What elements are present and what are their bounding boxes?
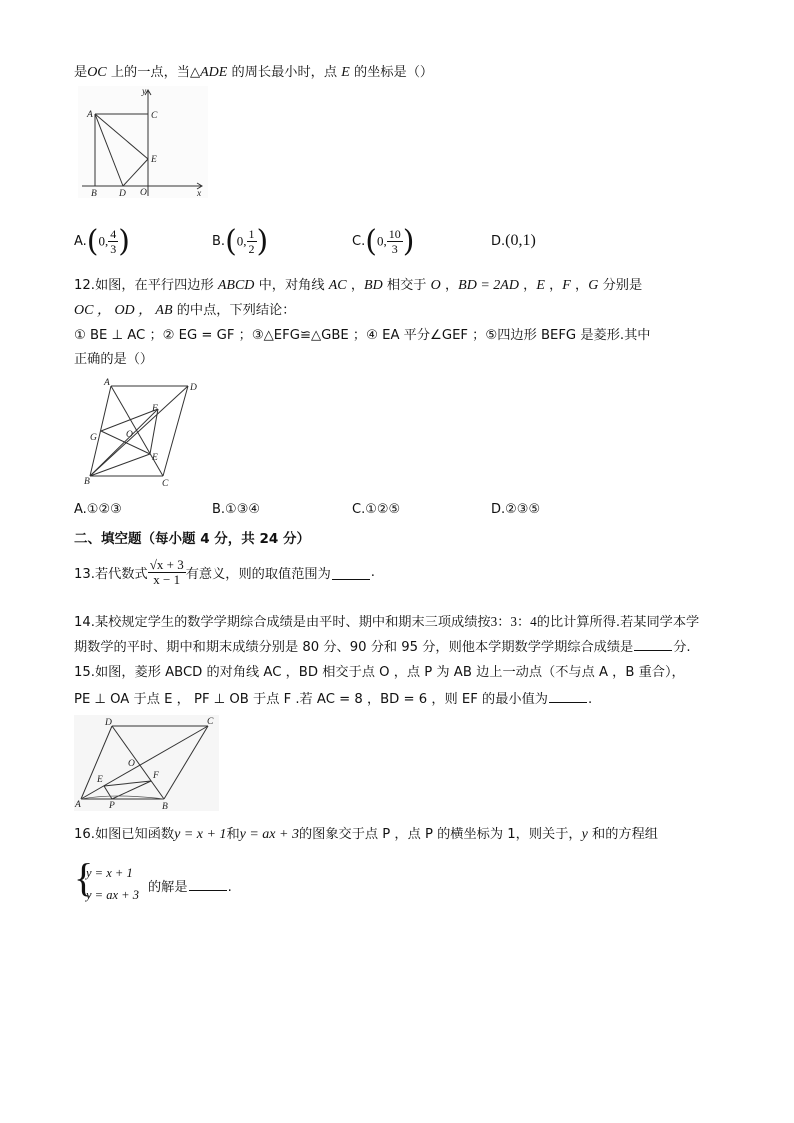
q16-sys-eq1: y = x + 1 <box>86 866 133 880</box>
q15-label-F: F <box>153 771 159 781</box>
q15-label-O: O <box>128 759 135 769</box>
q11-label-y: y <box>142 87 147 97</box>
q11-label-B: B <box>91 189 97 198</box>
q12-label-C: C <box>162 479 169 489</box>
q11-option-c[interactable]: C.(0, $\frac{10}{3}$ ) <box>352 224 415 259</box>
q11-coordinate-figure <box>78 86 208 198</box>
q16-line-1: 16.如图已知函数y = x + 1和y = ax + 3的图象交于点 P ，点 P 的横坐标为 1，则关于，y 和的方程组 <box>74 827 658 842</box>
q12-label-D: D <box>190 383 197 393</box>
q15-answer-blank[interactable] <box>549 689 587 703</box>
q12-label-G: G <box>90 433 97 443</box>
q15-line-2: PE ⊥ OA 于点 E ， PF ⊥ OB 于点 F .若 AC = 8 ，BD = 6 ，则 EF 的最小值为 . <box>74 689 592 709</box>
q15-label-E: E <box>97 775 103 785</box>
q12-option-a[interactable]: A.①②③ <box>74 502 122 517</box>
q12-label-A: A <box>104 378 110 388</box>
q12-parallelogram-figure <box>84 376 206 490</box>
q11-option-d[interactable]: D.(0,1) <box>491 232 536 249</box>
q13-answer-blank[interactable] <box>332 566 370 580</box>
q15-label-B: B <box>162 802 168 811</box>
q15-label-P: P <box>109 801 115 811</box>
q12-line-1: 12.如图，在平行四边形 ABCD 中，对角线 AC ，BD 相交于 O ，BD = 2AD ，E ，F ，G 分别是 <box>74 278 643 293</box>
q15-line-1: 15.如图，菱形 ABCD 的对角线 AC ，BD 相交于点 O ，点 P 为 AB 边上一动点（不与点 A ，B 重合）， <box>74 665 685 680</box>
q13-line: 13.若代数式 $\frac{√x + 3}{x - 1}$ 有意义，则的取值范围为 . <box>74 557 375 587</box>
q11-option-b[interactable]: B.(0, $\frac{1}{2}$ ) <box>212 224 269 259</box>
q12-label-F: F <box>152 404 158 414</box>
q12-option-b[interactable]: B.①③④ <box>212 502 261 517</box>
q12-option-d[interactable]: D.②③⑤ <box>491 502 541 517</box>
q15-label-D: D <box>105 718 112 728</box>
q11-label-A: A <box>87 110 93 120</box>
q12-line-2: OC ， OD ， AB 的中点，下列结论： <box>74 303 296 318</box>
q14-line-1: 14.某校规定学生的数学学期综合成绩是由平时、期中和期末三项成绩按3：3：4的比计算所得.若某同学本学 <box>74 614 700 630</box>
q16-sys-eq2: y = ax + 3 <box>86 888 139 902</box>
q14-line-2: 期数学的平时、期中和期末成绩分别是 80 分、90 分和 95 分，则他本学期数学学期综合成绩是 分. <box>74 637 691 657</box>
q15-label-C: C <box>207 717 214 727</box>
q15-rhombus-figure <box>74 715 219 811</box>
q14-answer-blank[interactable] <box>634 637 672 651</box>
q12-option-c[interactable]: C.①②⑤ <box>352 502 401 517</box>
q11-label-C: C <box>151 111 158 121</box>
q11-label-O: O <box>140 188 147 198</box>
q12-label-E: E <box>152 453 158 463</box>
q11-stem: 是OC 上的一点，当△ADE 的周长最小时，点 E 的坐标是（） <box>74 65 434 80</box>
q12-line-3: ① BE ⊥ AC ；② EG = GF ；③△EFG≌△GBE ；④ EA 平分∠GEF ；⑤四边形 BEFG 是菱形.其中 <box>74 328 651 343</box>
q11-option-a[interactable]: A.(0, $\frac{4}{3}$ ) <box>74 224 130 259</box>
q12-label-O: O <box>126 430 133 440</box>
q11-label-x: x <box>197 189 202 198</box>
q12-label-B: B <box>84 477 90 487</box>
section-heading: 二、填空题（每小题 4 分，共 24 分） <box>74 531 310 547</box>
q12-line-4: 正确的是（） <box>74 352 154 367</box>
q11-label-D: D <box>119 189 126 198</box>
q16-answer-blank[interactable] <box>189 877 227 891</box>
q11-label-E: E <box>151 155 157 165</box>
q15-label-A: A <box>75 800 81 810</box>
